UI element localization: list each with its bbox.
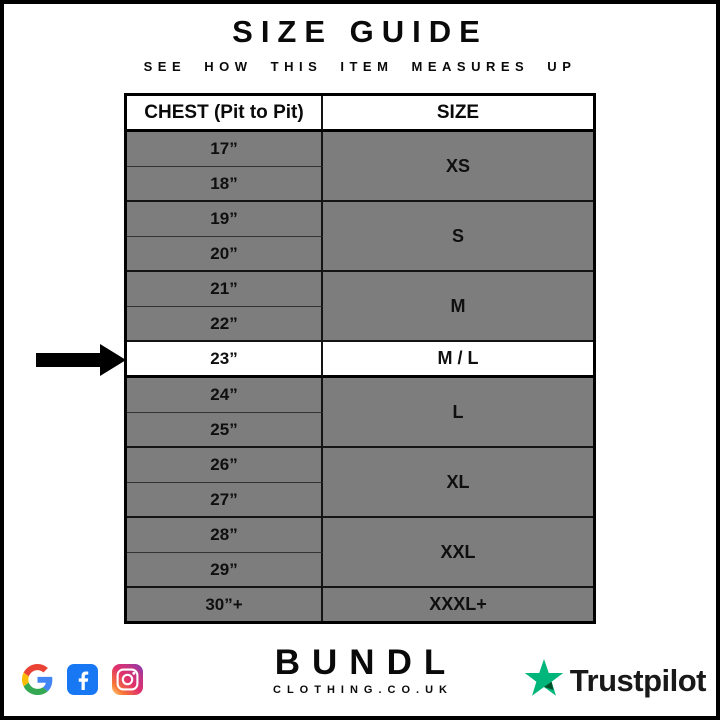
chest-cell: 24” — [127, 378, 323, 413]
chest-cell: 25” — [127, 413, 323, 448]
page-title: SIZE GUIDE — [232, 14, 488, 49]
trustpilot-logo[interactable] — [524, 659, 706, 702]
chest-cell: 26” — [127, 448, 323, 483]
chest-cell: 19” — [127, 202, 323, 237]
trustpilot-label: Trustpilot — [569, 662, 706, 698]
size-cell: XS — [323, 132, 593, 202]
size-column-header: SIZE — [323, 96, 593, 132]
size-cell: M / L — [323, 342, 593, 378]
chest-cell: 28” — [127, 518, 323, 553]
highlight-arrow-icon — [36, 353, 100, 367]
chest-cell: 22” — [127, 307, 323, 342]
size-table-header-row — [127, 96, 593, 132]
page-subtitle: SEE HOW THIS ITEM MEASURES UP — [143, 59, 577, 74]
size-cell: XXL — [323, 518, 593, 588]
trustpilot-star-icon — [524, 659, 564, 702]
table-row — [127, 588, 593, 621]
table-row-highlighted — [127, 342, 593, 378]
brand-domain: CLOTHING.CO.UK — [273, 684, 453, 696]
brand-name: BUNDL — [274, 643, 458, 682]
brand-logo — [263, 645, 457, 696]
chest-cell: 29” — [127, 553, 323, 588]
chest-column-header: CHEST (Pit to Pit) — [127, 96, 323, 132]
social-icons — [22, 664, 143, 695]
chest-cell: 30”+ — [127, 588, 323, 621]
chest-cell: 27” — [127, 483, 323, 518]
table-row — [127, 202, 593, 237]
table-row — [127, 272, 593, 307]
size-cell: L — [323, 378, 593, 448]
size-cell: M — [323, 272, 593, 342]
instagram-icon[interactable] — [112, 664, 143, 695]
facebook-icon[interactable] — [67, 664, 98, 695]
table-row — [127, 378, 593, 413]
table-row — [127, 132, 593, 167]
chest-cell: 21” — [127, 272, 323, 307]
size-cell: S — [323, 202, 593, 272]
size-table — [124, 93, 596, 624]
table-row — [127, 448, 593, 483]
chest-cell: 23” — [127, 342, 323, 378]
size-cell: XXXL+ — [323, 588, 593, 621]
chest-cell: 20” — [127, 237, 323, 272]
google-icon[interactable] — [22, 664, 53, 695]
size-cell: XL — [323, 448, 593, 518]
highlight-arrow-head-icon — [100, 344, 126, 376]
table-row — [127, 518, 593, 553]
chest-cell: 18” — [127, 167, 323, 202]
chest-cell: 17” — [127, 132, 323, 167]
size-table-body — [127, 132, 593, 621]
